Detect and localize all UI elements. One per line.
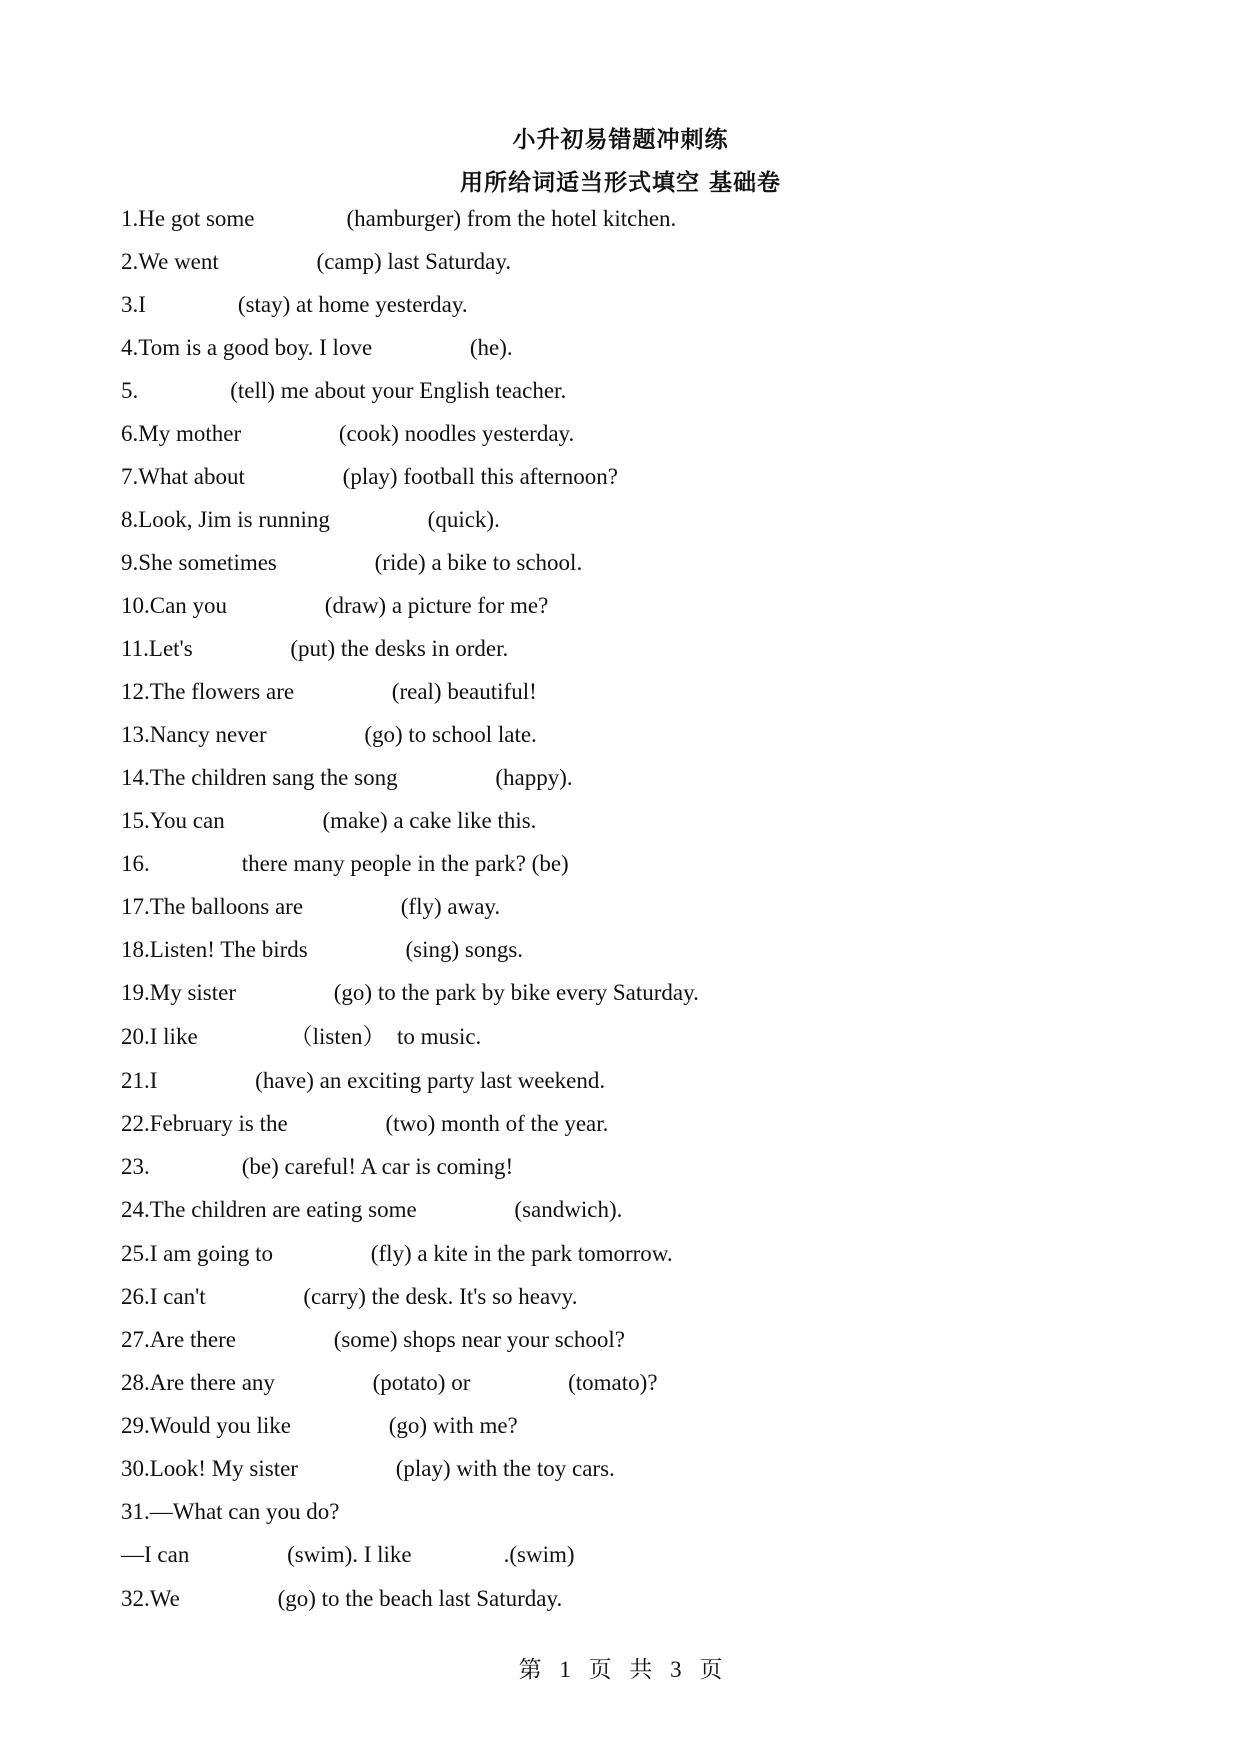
- question-29: 29.Would you like (go) with me?: [121, 1413, 518, 1438]
- question-3: 3.I (stay) at home yesterday.: [121, 292, 468, 317]
- question-13: 13.Nancy never (go) to school late.: [121, 722, 537, 747]
- question-26: 26.I can't (carry) the desk. It's so heavy.: [121, 1284, 578, 1309]
- question-11: 11.Let's (put) the desks in order.: [121, 636, 509, 661]
- question-16: 16. there many people in the park? (be): [121, 851, 569, 876]
- footer-label: 页: [588, 1657, 612, 1682]
- page-title: 小升初易错题冲刺练: [512, 127, 729, 153]
- footer-label: 页: [699, 1657, 723, 1682]
- question-5: 5. (tell) me about your English teacher.: [121, 378, 567, 403]
- question-17: 17.The balloons are (fly) away.: [121, 894, 501, 919]
- question-27: 27.Are there (some) shops near your school?: [121, 1327, 625, 1352]
- question-24: 24.The children are eating some (sandwich).: [121, 1197, 623, 1222]
- footer-label: 第: [518, 1657, 542, 1682]
- question-22: 22.February is the (two) month of the year.: [121, 1111, 609, 1136]
- question-2: 2.We went (camp) last Saturday.: [121, 249, 512, 274]
- page-footer: [0, 1651, 1241, 1684]
- question-31-answer: —I can (swim). I like .(swim): [121, 1542, 575, 1567]
- question-15: 15.You can (make) a cake like this.: [121, 808, 537, 833]
- question-30: 30.Look! My sister (play) with the toy cars.: [121, 1456, 615, 1481]
- question-6: 6.My mother (cook) noodles yesterday.: [121, 421, 575, 446]
- question-12: 12.The flowers are (real) beautiful!: [121, 679, 537, 704]
- page-subtitle: 用所给词适当形式填空 基础卷: [459, 170, 781, 196]
- question-20: 20.I like （listen） to music.: [121, 1024, 482, 1049]
- question-28: 28.Are there any (potato) or (tomato)?: [121, 1370, 658, 1395]
- question-14: 14.The children sang the song (happy).: [121, 765, 573, 790]
- question-9: 9.She sometimes (ride) a bike to school.: [121, 550, 583, 575]
- question-31: 31.—What can you do?: [121, 1499, 340, 1524]
- question-4: 4.Tom is a good boy. I love (he).: [121, 335, 513, 360]
- question-23: 23. (be) careful! A car is coming!: [121, 1154, 514, 1179]
- question-32: 32.We (go) to the beach last Saturday.: [121, 1586, 563, 1611]
- footer-page-number: 1: [559, 1657, 571, 1682]
- question-10: 10.Can you (draw) a picture for me?: [121, 593, 549, 618]
- question-18: 18.Listen! The birds (sing) songs.: [121, 937, 524, 962]
- footer-label: 共: [629, 1657, 653, 1682]
- question-1: 1.He got some (hamburger) from the hotel kitchen.: [121, 206, 677, 231]
- question-19: 19.My sister (go) to the park by bike every Saturday.: [121, 980, 699, 1005]
- question-7: 7.What about (play) football this afternoon?: [121, 464, 618, 489]
- question-21: 21.I (have) an exciting party last weekend.: [121, 1068, 606, 1093]
- question-8: 8.Look, Jim is running (quick).: [121, 507, 500, 532]
- footer-total-pages: 3: [670, 1657, 682, 1682]
- question-25: 25.I am going to (fly) a kite in the park tomorrow.: [121, 1241, 673, 1266]
